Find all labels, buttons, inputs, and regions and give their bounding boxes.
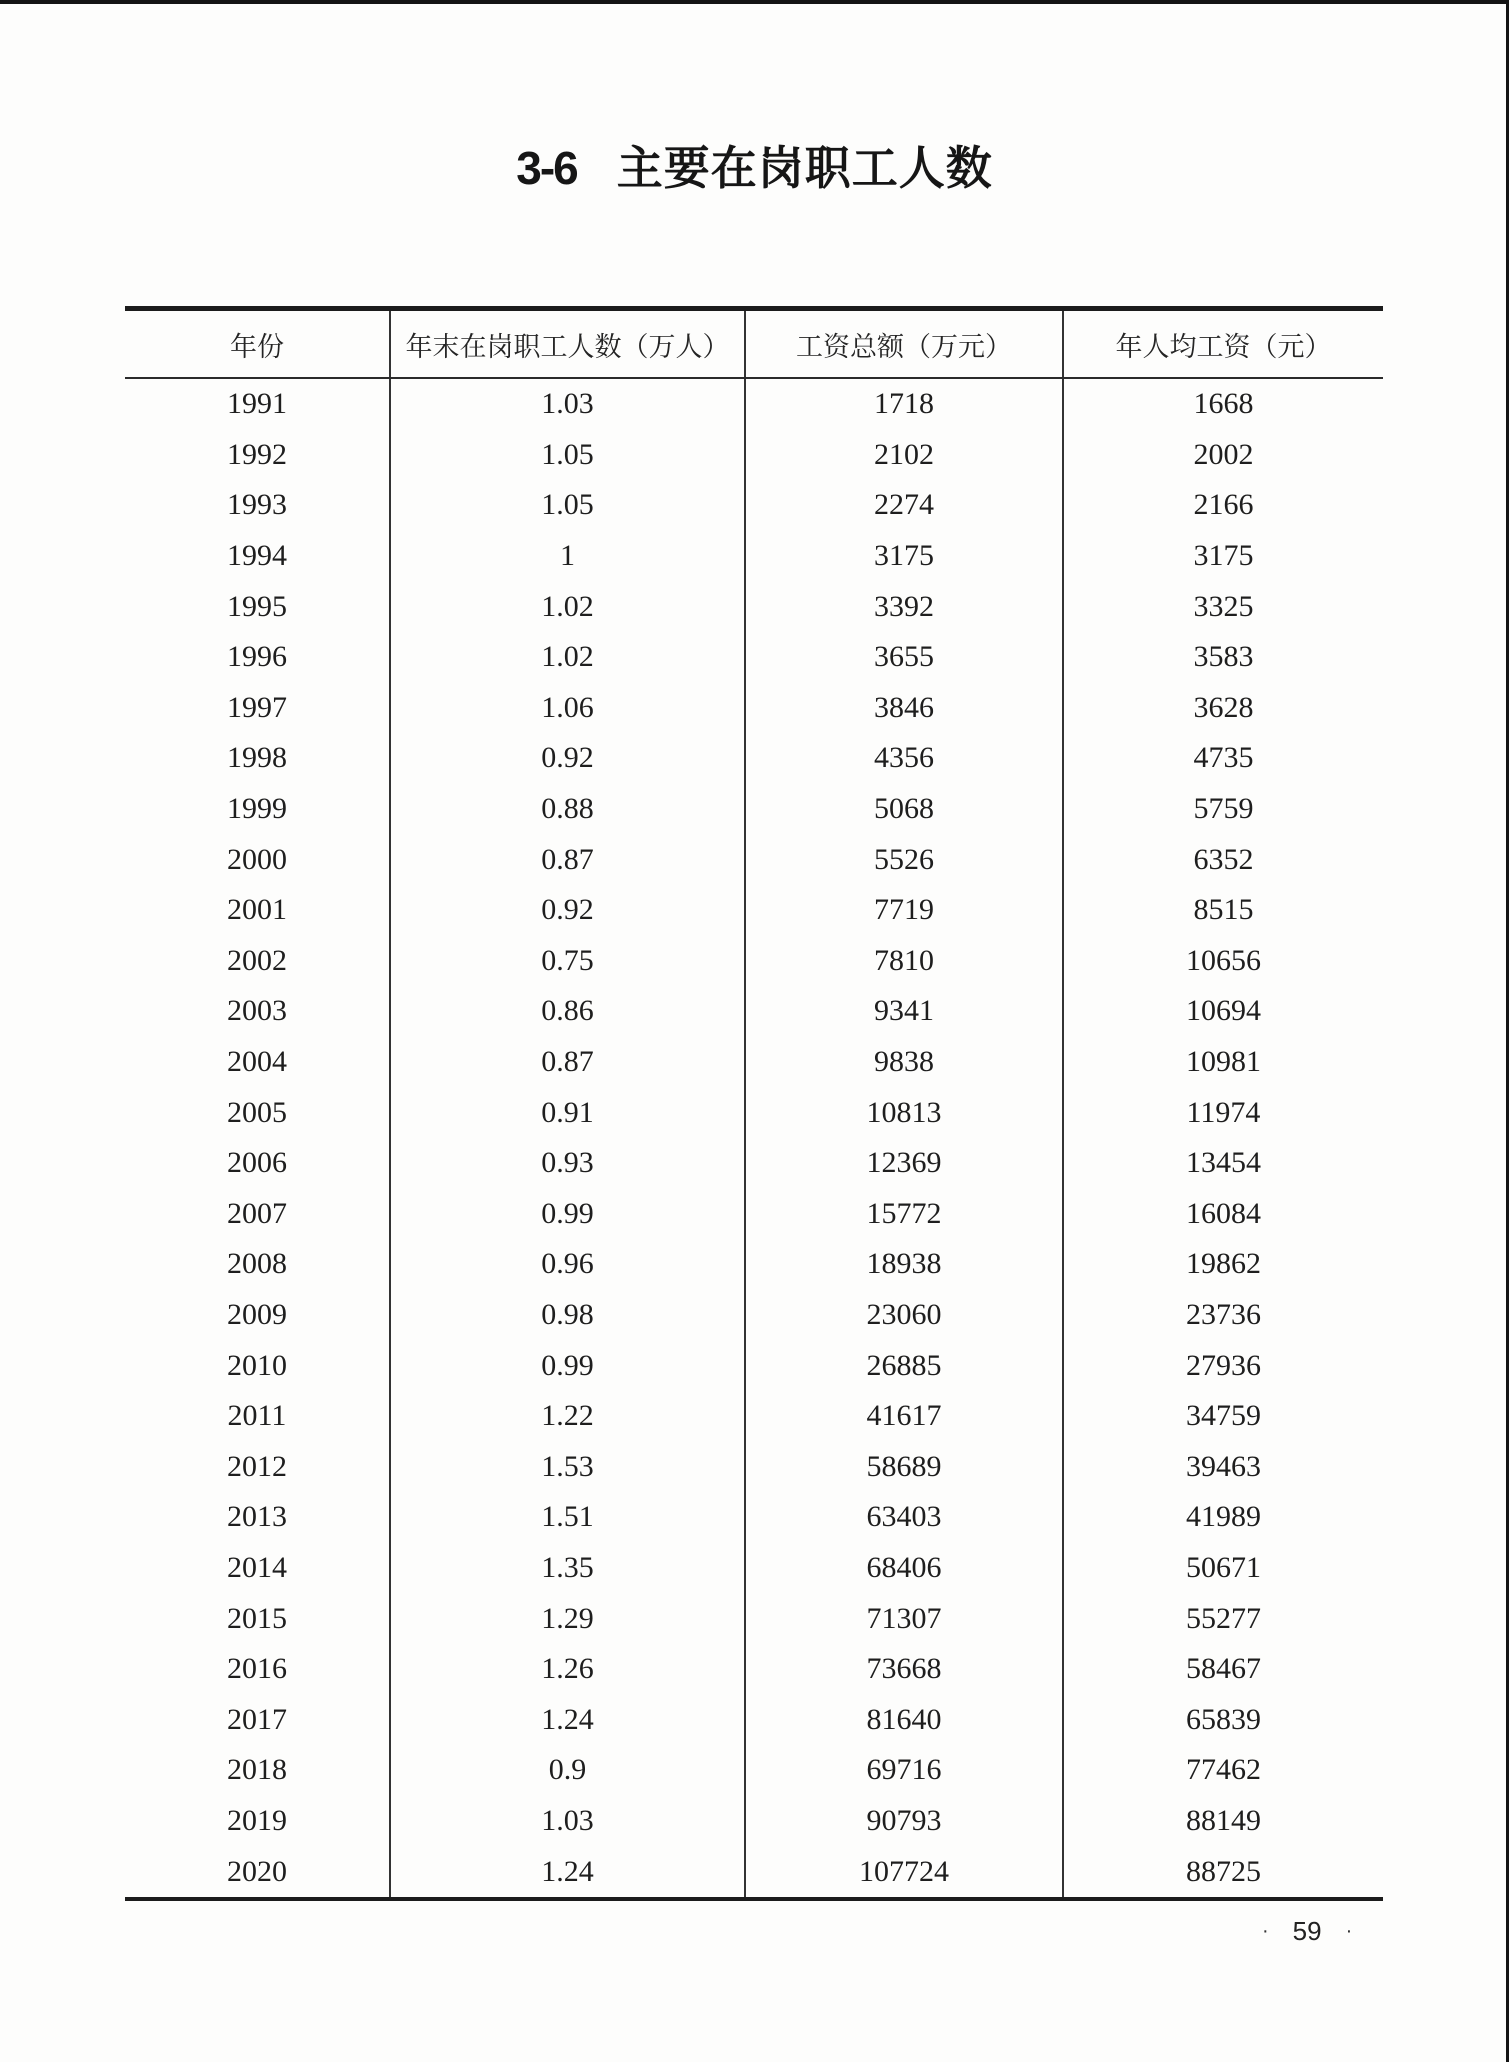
table-row [125, 834, 1383, 885]
table-cell: 58467 [1186, 1652, 1261, 1686]
table-cell: 88725 [1186, 1854, 1261, 1888]
table-row [125, 1340, 1383, 1391]
table-cell: 3846 [745, 683, 1063, 734]
table-cell: 2000 [125, 834, 390, 885]
table-body [125, 378, 1383, 1899]
table-cell: 77462 [1186, 1753, 1261, 1787]
header-annual-average-wage: 年人均工资（元） [1063, 309, 1383, 379]
table-cell: 3628 [1193, 690, 1254, 724]
table-row [125, 1239, 1383, 1290]
table-cell: 65839 [1186, 1702, 1261, 1736]
table-number: 3-6 [516, 142, 577, 194]
table-row [125, 1391, 1383, 1442]
table-cell: 4735 [1193, 741, 1254, 775]
table-row [125, 430, 1383, 481]
footer-dot-right: · [1345, 1920, 1353, 1942]
table-cell: 23736 [1186, 1297, 1261, 1331]
table-cell: 0.91 [390, 1087, 745, 1138]
table-cell: 2274 [745, 480, 1063, 531]
table-cell: 1996 [125, 632, 390, 683]
table-cell: 39463 [1186, 1449, 1261, 1483]
table-cell: 3325 [1193, 589, 1254, 623]
table-cell: 1.24 [390, 1846, 745, 1899]
table-cell: 2006 [125, 1138, 390, 1189]
table-cell: 68406 [745, 1543, 1063, 1594]
table-cell: 10813 [745, 1087, 1063, 1138]
table-cell: 5759 [1193, 792, 1254, 826]
table-cell: 1.51 [390, 1492, 745, 1543]
table-cell: 1.35 [390, 1543, 745, 1594]
table-cell: 88149 [1186, 1803, 1261, 1837]
table-row [125, 1138, 1383, 1189]
table-cell: 90793 [745, 1796, 1063, 1847]
header-year-end-employees: 年末在岗职工人数（万人） [390, 309, 745, 379]
table-cell: 63403 [745, 1492, 1063, 1543]
table-row [125, 1290, 1383, 1341]
table-cell: 1.02 [390, 581, 745, 632]
table-cell: 2001 [125, 885, 390, 936]
table-cell: 2019 [125, 1796, 390, 1847]
table-cell: 1994 [125, 531, 390, 582]
table-cell: 0.92 [390, 733, 745, 784]
table-cell: 1992 [125, 430, 390, 481]
table-cell: 58689 [745, 1441, 1063, 1492]
table-cell: 9838 [745, 1037, 1063, 1088]
table-row [125, 531, 1383, 582]
table-cell: 4356 [745, 733, 1063, 784]
footer-dot-left: · [1262, 1920, 1269, 1942]
table-cell: 1718 [745, 378, 1063, 430]
table-cell: 1995 [125, 581, 390, 632]
scan-edge-top [0, 0, 1509, 4]
table-cell: 50671 [1186, 1550, 1261, 1584]
table-row [125, 1644, 1383, 1695]
table-cell: 2017 [125, 1694, 390, 1745]
table-cell: 1997 [125, 683, 390, 734]
table-cell: 18938 [745, 1239, 1063, 1290]
table-cell: 1.53 [390, 1441, 745, 1492]
table-cell: 41617 [745, 1391, 1063, 1442]
table-cell: 0.99 [390, 1189, 745, 1240]
table-cell: 1.02 [390, 632, 745, 683]
table-cell: 1.22 [390, 1391, 745, 1442]
table-cell: 7810 [745, 936, 1063, 987]
table-cell: 2013 [125, 1492, 390, 1543]
table-cell: 2010 [125, 1340, 390, 1391]
table-row [125, 885, 1383, 936]
table-cell: 1.03 [390, 378, 745, 430]
table-cell: 69716 [745, 1745, 1063, 1796]
table-cell: 2002 [1193, 437, 1254, 471]
table-cell: 1.24 [390, 1694, 745, 1745]
table-cell: 2015 [125, 1593, 390, 1644]
table-cell: 3392 [745, 581, 1063, 632]
table-cell: 13454 [1186, 1146, 1261, 1180]
table-cell: 1 [390, 531, 745, 582]
table-cell: 2011 [125, 1391, 390, 1442]
table-row [125, 1846, 1383, 1899]
table-cell: 2004 [125, 1037, 390, 1088]
table-row [125, 1037, 1383, 1088]
table-cell: 81640 [745, 1694, 1063, 1745]
table-cell: 71307 [745, 1593, 1063, 1644]
table-cell: 73668 [745, 1644, 1063, 1695]
table-row [125, 1543, 1383, 1594]
table-cell: 27936 [1186, 1348, 1261, 1382]
table-header-row [125, 309, 1383, 379]
statistics-table [125, 306, 1383, 1901]
table-cell: 16084 [1186, 1196, 1261, 1230]
table-row [125, 1189, 1383, 1240]
table-cell: 2002 [125, 936, 390, 987]
table-row [125, 480, 1383, 531]
table-cell: 3175 [745, 531, 1063, 582]
table-cell: 2018 [125, 1745, 390, 1796]
table-row [125, 1593, 1383, 1644]
table-cell: 7719 [745, 885, 1063, 936]
table-row [125, 581, 1383, 632]
table-cell: 0.75 [390, 936, 745, 987]
table-cell: 5526 [745, 834, 1063, 885]
table-title: 主要在岗职工人数 [616, 143, 993, 194]
table-row [125, 1441, 1383, 1492]
table-cell: 3175 [1193, 539, 1254, 573]
table-cell: 0.92 [390, 885, 745, 936]
table-cell: 1993 [125, 480, 390, 531]
table-cell: 1998 [125, 733, 390, 784]
table-cell: 10981 [1186, 1045, 1261, 1079]
table-cell: 0.93 [390, 1138, 745, 1189]
table-cell: 1.26 [390, 1644, 745, 1695]
table-cell: 34759 [1186, 1399, 1261, 1433]
table-cell: 1991 [125, 378, 390, 430]
table-row [125, 733, 1383, 784]
table-row [125, 1492, 1383, 1543]
table-cell: 1999 [125, 784, 390, 835]
table-cell: 0.87 [390, 834, 745, 885]
table-cell: 0.96 [390, 1239, 745, 1290]
table-cell: 2166 [1193, 488, 1254, 522]
table-row [125, 784, 1383, 835]
table-cell: 2003 [125, 986, 390, 1037]
table-cell: 11974 [1186, 1095, 1261, 1129]
table-row [125, 378, 1383, 430]
table-cell: 3655 [745, 632, 1063, 683]
table-row [125, 986, 1383, 1037]
table-cell: 8515 [1193, 893, 1254, 927]
table-cell: 0.9 [390, 1745, 745, 1796]
table-cell: 0.99 [390, 1340, 745, 1391]
table-cell: 107724 [745, 1846, 1063, 1899]
table-cell: 19862 [1186, 1247, 1261, 1281]
table-row [125, 1745, 1383, 1796]
table-cell: 41989 [1186, 1500, 1261, 1534]
table-cell: 1.06 [390, 683, 745, 734]
page-title [0, 132, 1509, 198]
table-cell: 9341 [745, 986, 1063, 1037]
table-cell: 23060 [745, 1290, 1063, 1341]
table-cell: 10694 [1186, 994, 1261, 1028]
table-row [125, 632, 1383, 683]
table-cell: 0.87 [390, 1037, 745, 1088]
table-cell: 2008 [125, 1239, 390, 1290]
table-cell: 1.05 [390, 430, 745, 481]
table-cell: 0.88 [390, 784, 745, 835]
table-cell: 2007 [125, 1189, 390, 1240]
table-cell: 0.86 [390, 986, 745, 1037]
table-cell: 5068 [745, 784, 1063, 835]
table-cell: 1.05 [390, 480, 745, 531]
page-footer [1262, 1916, 1352, 1947]
table-cell: 1668 [1193, 387, 1254, 421]
table-cell: 15772 [745, 1189, 1063, 1240]
table-cell: 3583 [1193, 640, 1254, 674]
table-cell: 2012 [125, 1441, 390, 1492]
table-cell: 2102 [745, 430, 1063, 481]
header-total-wages: 工资总额（万元） [745, 309, 1063, 379]
table-cell: 0.98 [390, 1290, 745, 1341]
table-row [125, 1694, 1383, 1745]
table-row [125, 1796, 1383, 1847]
table-cell: 10656 [1186, 943, 1261, 977]
table-cell: 2014 [125, 1543, 390, 1594]
table-cell: 2009 [125, 1290, 390, 1341]
table-row [125, 683, 1383, 734]
table-row [125, 936, 1383, 987]
table-cell: 6352 [1193, 842, 1254, 876]
table-row [125, 1087, 1383, 1138]
header-year: 年份 [125, 309, 390, 379]
table-cell: 55277 [1186, 1601, 1261, 1635]
table-cell: 12369 [745, 1138, 1063, 1189]
page-number: 59 [1292, 1916, 1322, 1946]
table-cell: 2016 [125, 1644, 390, 1695]
table-cell: 2005 [125, 1087, 390, 1138]
table-cell: 1.29 [390, 1593, 745, 1644]
table-cell: 1.03 [390, 1796, 745, 1847]
table-cell: 2020 [125, 1846, 390, 1899]
table-cell: 26885 [745, 1340, 1063, 1391]
